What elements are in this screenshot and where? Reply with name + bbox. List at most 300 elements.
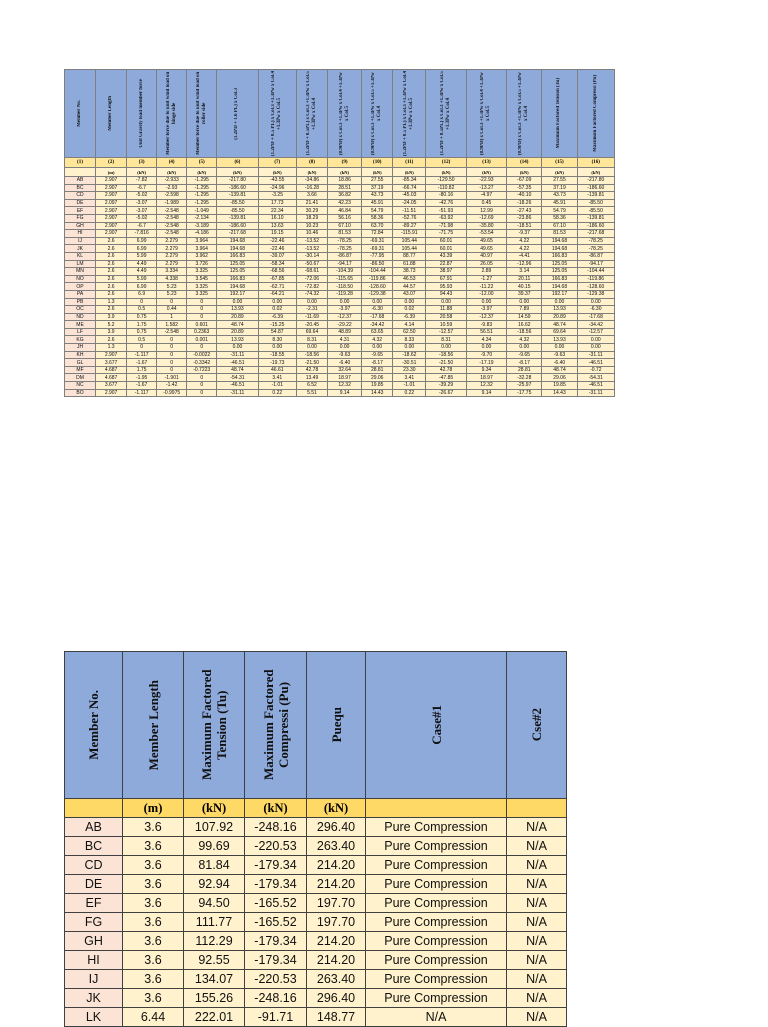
- table-cell: N/A: [507, 989, 567, 1008]
- table-cell: 67.10: [328, 222, 362, 230]
- table-cell: -30.51: [393, 359, 426, 367]
- member-id-cell: CD: [65, 192, 96, 200]
- table-cell: -78.25: [577, 245, 614, 253]
- table-cell: -18.26: [507, 199, 542, 207]
- table-cell: -115.91: [393, 230, 426, 238]
- member-id-cell: BO: [65, 389, 96, 397]
- table-cell: 0.75: [127, 328, 157, 336]
- member-id-cell: CD: [65, 856, 123, 875]
- table-cell: -80.16: [426, 192, 466, 200]
- column-unit: [366, 799, 507, 818]
- table-cell: 0.00: [577, 336, 614, 344]
- table-cell: 3.9: [96, 328, 127, 336]
- table-cell: 2.6: [96, 275, 127, 283]
- table-cell: 0.00: [426, 298, 466, 306]
- table-cell: -67.09: [507, 177, 542, 185]
- table-cell: -34.42: [577, 321, 614, 329]
- table-cell: 0.75: [127, 313, 157, 321]
- table-cell: -0.72: [577, 366, 614, 374]
- table-cell: 14.59: [507, 313, 542, 321]
- table-cell: 88.77: [393, 252, 426, 260]
- table-cell: 3.9: [96, 313, 127, 321]
- table-cell: 4.32: [362, 336, 393, 344]
- table-cell: N/A: [507, 875, 567, 894]
- column-number: (15): [542, 158, 577, 168]
- table-cell: -129.38: [362, 290, 393, 298]
- column-header: [307, 652, 366, 799]
- table-cell: -21.50: [296, 359, 327, 367]
- table-cell: 125.05: [542, 268, 577, 276]
- member-id-cell: IJ: [65, 237, 96, 245]
- table-cell: -6.40: [328, 359, 362, 367]
- table-cell: -139.81: [217, 214, 258, 222]
- table-cell: -12.57: [577, 328, 614, 336]
- table-cell: 13.49: [296, 374, 327, 382]
- table-cell: 194.68: [217, 283, 258, 291]
- table-cell: -31.11: [217, 351, 258, 359]
- header-row: [65, 652, 567, 799]
- table-cell: 13.93: [217, 336, 258, 344]
- table-cell: 3.677: [96, 359, 127, 367]
- table-cell: -78.25: [328, 245, 362, 253]
- table-cell: -86.87: [328, 252, 362, 260]
- table-cell: -22.46: [258, 237, 296, 245]
- table-body: [65, 177, 615, 397]
- table-cell: -18.56: [426, 351, 466, 359]
- table-cell: -13.52: [296, 237, 327, 245]
- column-header-label: Unit Gravity load member force: [138, 79, 144, 148]
- table-cell: -217.80: [217, 177, 258, 185]
- table-cell: -7.82: [127, 177, 157, 185]
- table-cell: -7.816: [127, 230, 157, 238]
- table-cell: 2.907: [96, 207, 127, 215]
- table-cell: 1: [157, 313, 187, 321]
- table-cell: 10.46: [296, 230, 327, 238]
- table-cell: -9.37: [507, 230, 542, 238]
- column-number: (4): [157, 158, 187, 168]
- table-cell: -6.7: [127, 222, 157, 230]
- table-cell: 214.20: [307, 856, 366, 875]
- table-cell: 92.94: [184, 875, 245, 894]
- table-cell: 0.5: [127, 336, 157, 344]
- table-cell: -85.50: [577, 199, 614, 207]
- table-cell: 14.43: [542, 389, 577, 397]
- table-cell: Pure Compression: [366, 989, 507, 1008]
- table-cell: 3.6: [123, 837, 184, 856]
- table-cell: 6.99: [127, 237, 157, 245]
- table-cell: 2.907: [96, 351, 127, 359]
- table-cell: 0: [157, 298, 187, 306]
- table-cell: 0.00: [258, 298, 296, 306]
- table-cell: 81.53: [542, 230, 577, 238]
- table-cell: 263.40: [307, 970, 366, 989]
- column-header-label: (0.9PD) x Col.3 +1.3Pw x Col.4 +1.3Pw x Col.5: [338, 72, 350, 155]
- table-cell: -179.34: [245, 951, 307, 970]
- table-cell: -1.67: [127, 382, 157, 390]
- table-cell: 0.00: [507, 298, 542, 306]
- table-cell: 3.964: [187, 245, 217, 253]
- table-cell: -51.93: [426, 207, 466, 215]
- table-cell: 4.687: [96, 374, 127, 382]
- table-row: [65, 359, 615, 367]
- table-cell: -1.01: [393, 382, 426, 390]
- column-unit: (kN): [426, 168, 466, 177]
- column-number: (10): [362, 158, 393, 168]
- table-cell: 3.6: [123, 989, 184, 1008]
- table-cell: -1.989: [157, 199, 187, 207]
- table-cell: -22.46: [258, 245, 296, 253]
- table-cell: 0.00: [577, 344, 614, 352]
- table-cell: 2.279: [157, 245, 187, 253]
- table-cell: -2.548: [157, 328, 187, 336]
- column-header-label: (1.2PD + 0.5PL) x Col.3 +1.3Pw x Col.5 +1.3Pw x Col.4: [305, 71, 317, 156]
- table-cell: -69.31: [362, 245, 393, 253]
- column-header-label: (1.2PD + 0.5PL) x Col.3 +1.3Pw x Col.5 +1.3Pw x Col.4: [440, 71, 452, 156]
- table-row: [65, 336, 615, 344]
- table-cell: -11.69: [296, 313, 327, 321]
- column-header: [65, 652, 123, 799]
- column-number: (12): [426, 158, 466, 168]
- table-cell: Pure Compression: [366, 875, 507, 894]
- table-cell: -12.57: [426, 328, 466, 336]
- table-cell: 0.5: [127, 306, 157, 314]
- table-cell: 0.001: [187, 336, 217, 344]
- table-cell: 40.97: [466, 252, 506, 260]
- table-cell: -217.68: [577, 230, 614, 238]
- table-cell: -53.54: [466, 230, 506, 238]
- table-cell: 0.00: [296, 344, 327, 352]
- table-cell: 0.00: [542, 298, 577, 306]
- table-cell: -6.40: [542, 359, 577, 367]
- table-cell: 0: [127, 344, 157, 352]
- table-cell: -217.68: [217, 230, 258, 238]
- table-cell: Pure Compression: [366, 894, 507, 913]
- table-cell: 3.545: [187, 275, 217, 283]
- table-cell: 39.37: [507, 290, 542, 298]
- table-cell: 12.32: [328, 382, 362, 390]
- table-cell: -1.27: [466, 275, 506, 283]
- table-body: [65, 818, 567, 1027]
- table-cell: -54.31: [577, 374, 614, 382]
- column-number: (16): [577, 158, 614, 168]
- unit-row: [65, 168, 615, 177]
- table-cell: 3.6: [123, 856, 184, 875]
- member-id-cell: AB: [65, 818, 123, 837]
- table-cell: 5.51: [296, 389, 327, 397]
- table-cell: 166.83: [217, 275, 258, 283]
- member-force-table: [64, 69, 615, 397]
- table-cell: -46.51: [217, 359, 258, 367]
- table-cell: 3.325: [187, 290, 217, 298]
- table-cell: 4.49: [127, 268, 157, 276]
- table-cell: -19.73: [258, 359, 296, 367]
- member-id-cell: DE: [65, 875, 123, 894]
- table-cell: 37.19: [542, 184, 577, 192]
- table-cell: 56.16: [328, 214, 362, 222]
- table-cell: 94.50: [184, 894, 245, 913]
- table-cell: 148.77: [307, 1008, 366, 1027]
- table-cell: -2.31: [296, 306, 327, 314]
- table-cell: -0.7223: [187, 366, 217, 374]
- table-cell: 2.907: [96, 177, 127, 185]
- table-cell: -94.17: [328, 260, 362, 268]
- table-cell: 192.17: [217, 290, 258, 298]
- table-cell: 12.32: [466, 382, 506, 390]
- table-row: [65, 192, 615, 200]
- table-cell: -186.60: [217, 222, 258, 230]
- table-cell: -179.34: [245, 932, 307, 951]
- table-cell: 4.687: [96, 366, 127, 374]
- table-cell: -2.93: [157, 184, 187, 192]
- column-number: (8): [296, 158, 327, 168]
- table-cell: 0.22: [258, 389, 296, 397]
- column-unit: (m): [123, 799, 184, 818]
- column-header: [362, 70, 393, 158]
- column-header-label: (0.9PD) x Col.3 +1.3Pw x Col.4 +1.3Pw x Col.5: [480, 72, 492, 155]
- table-row: [65, 932, 567, 951]
- table-cell: 8.31: [296, 336, 327, 344]
- member-id-cell: KL: [65, 252, 96, 260]
- column-number: (7): [258, 158, 296, 168]
- table-cell: 0.00: [362, 344, 393, 352]
- table-cell: 5.99: [127, 275, 157, 283]
- table-cell: 81.84: [184, 856, 245, 875]
- table-cell: 155.26: [184, 989, 245, 1008]
- table-cell: 9.14: [466, 389, 506, 397]
- table-cell: 125.05: [217, 260, 258, 268]
- table-cell: -24.05: [393, 199, 426, 207]
- table-cell: -8.17: [362, 359, 393, 367]
- table-cell: -2.933: [157, 177, 187, 185]
- table-cell: N/A: [507, 894, 567, 913]
- table-cell: 192.17: [542, 290, 577, 298]
- table-cell: N/A: [366, 1008, 507, 1027]
- table-cell: 214.20: [307, 932, 366, 951]
- table-cell: -68.56: [258, 268, 296, 276]
- table-cell: 2.6: [96, 290, 127, 298]
- table-cell: -139.81: [577, 214, 614, 222]
- table-cell: 13.63: [258, 222, 296, 230]
- table-cell: 13.93: [217, 306, 258, 314]
- table-cell: 3.6: [123, 970, 184, 989]
- table-cell: 5.23: [157, 290, 187, 298]
- table-row: [65, 837, 567, 856]
- column-unit: (kN): [542, 168, 577, 177]
- table-cell: -22.93: [466, 177, 506, 185]
- column-unit: (kN): [187, 168, 217, 177]
- table-cell: 194.68: [542, 245, 577, 253]
- member-id-cell: KH: [65, 351, 96, 359]
- table-cell: 0.02: [258, 306, 296, 314]
- table-cell: 0.45: [466, 199, 506, 207]
- table-cell: 2.6: [96, 336, 127, 344]
- table-cell: 8.33: [393, 336, 426, 344]
- table-cell: -18.56: [296, 351, 327, 359]
- table-cell: 26.05: [466, 260, 506, 268]
- table-cell: -8.17: [507, 359, 542, 367]
- column-unit: (kN): [157, 168, 187, 177]
- table-cell: -12.00: [466, 290, 506, 298]
- table-cell: 19.85: [542, 382, 577, 390]
- table-cell: 20.89: [217, 313, 258, 321]
- table-cell: -220.53: [245, 837, 307, 856]
- table-cell: 0.00: [577, 298, 614, 306]
- table-cell: 0: [157, 351, 187, 359]
- column-number: (14): [507, 158, 542, 168]
- table-cell: -220.53: [245, 970, 307, 989]
- table-cell: -64.21: [258, 290, 296, 298]
- table-cell: -9.63: [328, 351, 362, 359]
- table-cell: -54.31: [217, 374, 258, 382]
- table-cell: -119.86: [362, 275, 393, 283]
- table-cell: 0.00: [466, 344, 506, 352]
- table-cell: 7.89: [507, 306, 542, 314]
- table-cell: 9.14: [328, 389, 362, 397]
- table-cell: -6.7: [127, 184, 157, 192]
- table-cell: 13.93: [542, 336, 577, 344]
- table-cell: 0.00: [393, 344, 426, 352]
- table-cell: 6.99: [127, 283, 157, 291]
- column-number: (11): [393, 158, 426, 168]
- column-header: [328, 70, 362, 158]
- table-cell: Pure Compression: [366, 837, 507, 856]
- member-id-cell: PA: [65, 290, 96, 298]
- table-cell: 63.65: [362, 328, 393, 336]
- table-cell: 67.91: [426, 275, 466, 283]
- table-cell: -248.16: [245, 818, 307, 837]
- member-design-table: [64, 651, 567, 1027]
- table-cell: -9.63: [542, 351, 577, 359]
- table-cell: 3.964: [187, 237, 217, 245]
- column-unit: [65, 799, 123, 818]
- table-cell: 20.89: [542, 313, 577, 321]
- table-cell: 5.23: [157, 283, 187, 291]
- table-cell: 56.51: [466, 328, 506, 336]
- table-cell: 9.34: [466, 366, 506, 374]
- table-cell: -67.85: [258, 275, 296, 283]
- table-cell: 2.097: [96, 199, 127, 207]
- table-cell: -39.29: [426, 382, 466, 390]
- table-row: [65, 290, 615, 298]
- table-cell: -17.75: [507, 389, 542, 397]
- table-cell: -6.30: [577, 306, 614, 314]
- member-id-cell: ME: [65, 321, 96, 329]
- table-cell: 46.53: [393, 275, 426, 283]
- table-cell: 2.279: [157, 260, 187, 268]
- table-cell: Pure Compression: [366, 856, 507, 875]
- table-cell: 0.00: [466, 298, 506, 306]
- column-header-label: (1.2PD + 1.6 PL) x Col.3: [234, 87, 240, 140]
- table-cell: -129.38: [577, 290, 614, 298]
- table-cell: 3.6: [123, 894, 184, 913]
- table-cell: 17.73: [258, 199, 296, 207]
- table-cell: -128.60: [577, 283, 614, 291]
- table-cell: 36.82: [328, 192, 362, 200]
- table-row: [65, 328, 615, 336]
- table-cell: 43.73: [542, 192, 577, 200]
- table-cell: 72.84: [362, 230, 393, 238]
- column-header: [123, 652, 184, 799]
- member-id-cell: LM: [65, 260, 96, 268]
- table-cell: -128.60: [362, 283, 393, 291]
- column-header-label: Member Length: [145, 679, 161, 771]
- table-cell: -47.85: [426, 374, 466, 382]
- table-cell: 46.61: [258, 366, 296, 374]
- table-cell: 3.6: [123, 818, 184, 837]
- table-cell: -40.10: [507, 192, 542, 200]
- column-unit: (kN): [362, 168, 393, 177]
- table-cell: -42.76: [426, 199, 466, 207]
- table-cell: -52.76: [393, 214, 426, 222]
- table-cell: 2.6: [96, 237, 127, 245]
- table-row: [65, 389, 615, 397]
- table-cell: -1.901: [157, 374, 187, 382]
- column-unit: (m): [96, 168, 127, 177]
- table-cell: 11.88: [426, 306, 466, 314]
- table-cell: 22.34: [258, 207, 296, 215]
- table-cell: 3.6: [123, 913, 184, 932]
- table-cell: 6.9: [127, 290, 157, 298]
- member-id-cell: LK: [65, 1008, 123, 1027]
- table-cell: 48.74: [542, 366, 577, 374]
- member-id-cell: NO: [65, 275, 96, 283]
- table-cell: 45.91: [542, 199, 577, 207]
- table-cell: 40.15: [507, 283, 542, 291]
- table-cell: -6.39: [393, 313, 426, 321]
- table-cell: 10.23: [296, 222, 327, 230]
- column-number: (13): [466, 158, 506, 168]
- table-cell: 29.06: [362, 374, 393, 382]
- table-cell: 4.34: [466, 336, 506, 344]
- table-cell: 48.89: [328, 328, 362, 336]
- column-number: (1): [65, 158, 96, 168]
- table-cell: 46.84: [328, 207, 362, 215]
- table-cell: 20.89: [217, 328, 258, 336]
- table-cell: 2.6: [96, 260, 127, 268]
- table-cell: 2.279: [157, 237, 187, 245]
- column-unit: (kN): [127, 168, 157, 177]
- table-cell: 111.77: [184, 913, 245, 932]
- table-row: [65, 351, 615, 359]
- table-cell: -115.65: [328, 275, 362, 283]
- table-cell: -17.68: [577, 313, 614, 321]
- table-cell: Pure Compression: [366, 913, 507, 932]
- member-id-cell: MN: [65, 268, 96, 276]
- table-cell: -18.62: [393, 351, 426, 359]
- table-cell: 37.19: [362, 184, 393, 192]
- table-cell: 0: [157, 366, 187, 374]
- table-cell: 0.00: [328, 298, 362, 306]
- member-id-cell: GH: [65, 222, 96, 230]
- table-cell: -1.295: [187, 192, 217, 200]
- table-cell: -9.65: [507, 351, 542, 359]
- table-cell: 30.29: [296, 207, 327, 215]
- column-header: [426, 70, 466, 158]
- table-cell: 99.69: [184, 837, 245, 856]
- member-id-cell: LF: [65, 328, 96, 336]
- table-cell: -12.37: [328, 313, 362, 321]
- table-cell: 29.06: [542, 374, 577, 382]
- table-cell: 10.59: [426, 321, 466, 329]
- table-cell: 5.2: [96, 321, 127, 329]
- table-cell: 0: [157, 344, 187, 352]
- table-row: [65, 268, 615, 276]
- table-cell: 0.00: [217, 298, 258, 306]
- table-cell: -104.44: [362, 268, 393, 276]
- table-cell: 28.81: [362, 366, 393, 374]
- column-number: (2): [96, 158, 127, 168]
- table-row: [65, 875, 567, 894]
